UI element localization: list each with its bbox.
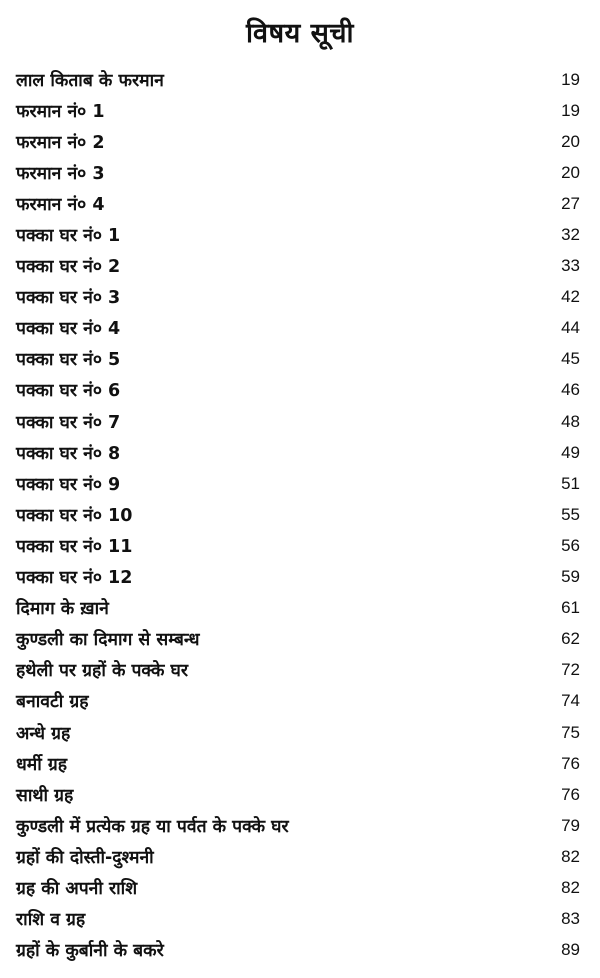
toc-entry-title: पक्का घर नं० 10 [16, 505, 133, 526]
toc-entry [16, 655, 580, 686]
toc-entry-page-number: 76 [561, 784, 580, 804]
toc-entry-page-number: 76 [561, 753, 580, 773]
toc-entry-page-number: 46 [561, 380, 580, 400]
toc-entry-title: पक्का घर नं० 12 [16, 568, 133, 589]
toc-entry-title: पक्का घर नं० 1 [16, 226, 121, 247]
toc-entry-page-number: 33 [561, 256, 580, 276]
toc-entry [16, 219, 580, 250]
toc-entry [16, 95, 580, 126]
toc-entry [16, 251, 580, 282]
toc-entry-page-number: 32 [561, 225, 580, 245]
toc-entry [16, 779, 580, 810]
toc-entry-title: पक्का घर नं० 9 [16, 474, 121, 495]
toc-entry-page-number: 79 [561, 815, 580, 835]
toc-entry [16, 904, 580, 935]
toc-entry [16, 375, 580, 406]
toc-entry [16, 499, 580, 530]
toc-entry [16, 841, 580, 872]
toc-entry [16, 188, 580, 219]
toc-entry-title: पक्का घर नं० 2 [16, 257, 121, 278]
table-of-contents [16, 64, 580, 966]
toc-entry [16, 344, 580, 375]
toc-entry [16, 686, 580, 717]
toc-entry [16, 468, 580, 499]
toc-entry-page-number: 48 [561, 411, 580, 431]
toc-entry-title: कुण्डली का दिमाग से सम्बन्ध [16, 630, 200, 651]
toc-entry-title: अन्धे ग्रह [16, 723, 71, 744]
toc-entry-title: कुण्डली में प्रत्येक ग्रह या पर्वत के पक्के घर [16, 816, 289, 837]
toc-entry-title: पक्का घर नं० 6 [16, 381, 121, 402]
toc-entry-page-number: 89 [561, 940, 580, 960]
toc-entry [16, 530, 580, 561]
toc-entry [16, 748, 580, 779]
toc-entry [16, 562, 580, 593]
toc-entry-title: साथी ग्रह [16, 785, 74, 806]
toc-entry [16, 935, 580, 966]
toc-entry-page-number: 20 [561, 131, 580, 151]
toc-entry-title: पक्का घर नं० 8 [16, 443, 121, 464]
toc-entry-page-number: 44 [561, 318, 580, 338]
toc-entry-title: पक्का घर नं० 5 [16, 350, 121, 371]
toc-entry [16, 624, 580, 655]
toc-entry [16, 406, 580, 437]
toc-entry-title: ग्रहों की दोस्ती-दुश्मनी [16, 847, 154, 868]
toc-entry-title: फरमान नं० 4 [16, 194, 105, 215]
toc-entry-page-number: 72 [561, 660, 580, 680]
toc-entry-title: फरमान नं० 1 [16, 101, 105, 122]
toc-entry [16, 593, 580, 624]
toc-entry-page-number: 82 [561, 877, 580, 897]
toc-entry-title: पक्का घर नं० 11 [16, 536, 133, 557]
toc-entry-page-number: 61 [561, 598, 580, 618]
toc-entry-page-number: 19 [561, 100, 580, 120]
toc-entry [16, 282, 580, 313]
toc-entry-page-number: 62 [561, 629, 580, 649]
page-title: विषय सूची [245, 18, 355, 49]
toc-entry-page-number: 42 [561, 287, 580, 307]
toc-entry-title: पक्का घर नं० 4 [16, 319, 121, 340]
toc-entry-title: पक्का घर नं० 3 [16, 288, 121, 309]
toc-entry-title: दिमाग के ख़ाने [16, 599, 109, 620]
toc-entry-title: ग्रहों के कुर्बानी के बकरे [16, 941, 164, 962]
toc-entry-page-number: 74 [561, 691, 580, 711]
toc-entry-title: धर्मी ग्रह [16, 754, 68, 775]
toc-entry-title: बनावटी ग्रह [16, 692, 89, 713]
toc-entry-page-number: 51 [561, 473, 580, 493]
toc-entry-page-number: 56 [561, 535, 580, 555]
toc-entry [16, 437, 580, 468]
toc-entry [16, 810, 580, 841]
toc-entry-title: फरमान नं० 3 [16, 163, 105, 184]
toc-entry-page-number: 59 [561, 567, 580, 587]
toc-entry-page-number: 27 [561, 193, 580, 213]
toc-entry [16, 157, 580, 188]
toc-entry [16, 64, 580, 95]
toc-entry-page-number: 83 [561, 909, 580, 929]
toc-entry-title: पक्का घर नं० 7 [16, 412, 121, 433]
toc-entry-page-number: 82 [561, 846, 580, 866]
toc-entry-title: ग्रह की अपनी राशि [16, 878, 138, 899]
toc-entry-title: लाल किताब के फरमान [16, 70, 164, 91]
toc-entry-page-number: 49 [561, 442, 580, 462]
toc-entry-page-number: 45 [561, 349, 580, 369]
toc-entry [16, 717, 580, 748]
toc-entry-page-number: 20 [561, 162, 580, 182]
toc-entry-title: फरमान नं० 2 [16, 132, 105, 153]
toc-entry-page-number: 19 [561, 69, 580, 89]
toc-entry-title: हथेली पर ग्रहों के पक्के घर [16, 661, 188, 682]
toc-entry-page-number: 55 [561, 504, 580, 524]
toc-entry-title: राशि व ग्रह [16, 910, 86, 931]
toc-entry [16, 872, 580, 903]
toc-entry-page-number: 75 [561, 722, 580, 742]
toc-entry [16, 313, 580, 344]
toc-entry [16, 126, 580, 157]
